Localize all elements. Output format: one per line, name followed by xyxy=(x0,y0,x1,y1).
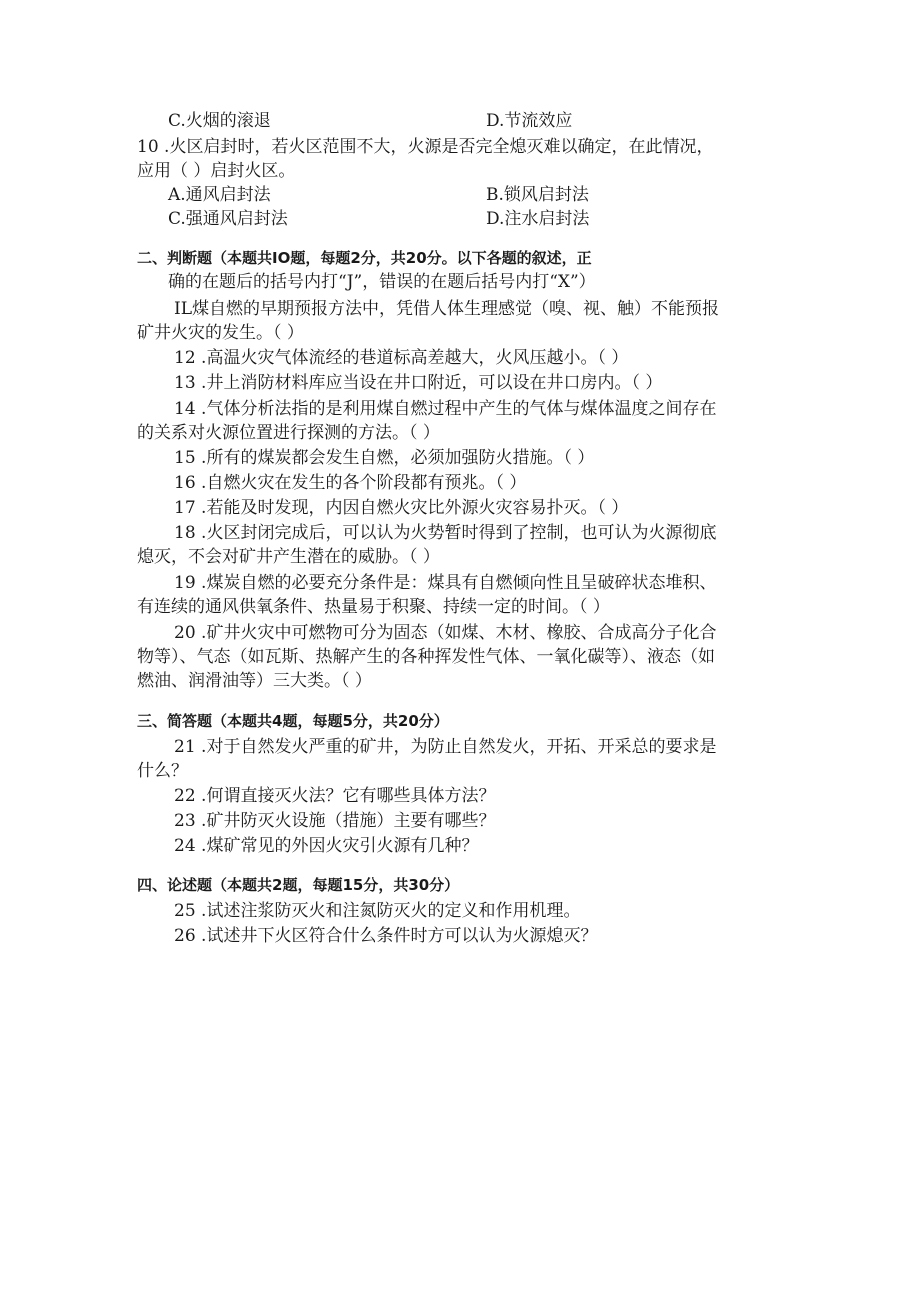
q18-line2: 熄灭，不会对矿井产生潜在的威胁。（ ） xyxy=(137,547,440,567)
q20-line3: 燃油、润滑油等）三大类。（ ） xyxy=(137,671,372,691)
section3-header: 三、简答题（本题共4题，每题5分，共20分） xyxy=(137,712,449,730)
section2-header-line2: 确的在题后的括号内打“J”，错误的在题后括号内打“X”） xyxy=(168,272,596,292)
q14-line1: 14 .气体分析法指的是利用煤自燃过程中产生的气体与煤体温度之间存在 xyxy=(174,399,717,419)
q21-line2: 什么？ xyxy=(137,761,188,781)
q10-option-b: B.锁风启封法 xyxy=(486,185,589,205)
q22: 22 .何谓直接灭火法？它有哪些具体方法？ xyxy=(174,786,496,806)
q15: 15 .所有的煤炭都会发生自燃，必须加强防火措施。（ ） xyxy=(174,448,595,468)
q10-option-d: D.注水启封法 xyxy=(486,209,590,229)
q26: 26 .试述井下火区符合什么条件时方可以认为火源熄灭？ xyxy=(174,926,598,946)
q19-line1: 19 .煤炭自燃的必要充分条件是：煤具有自燃倾向性且呈破碎状态堆积、 xyxy=(174,573,717,593)
q12: 12 .高温火灾气体流经的巷道标高差越大，火风压越小。（ ） xyxy=(174,348,629,368)
q21-line1: 21 .对于自然发火严重的矿井，为防止自然发火，开拓、开采总的要求是 xyxy=(174,737,717,757)
q14-line2: 的关系对火源位置进行探测的方法。（ ） xyxy=(137,423,440,443)
q18-line1: 18 .火区封闭完成后，可以认为火势暂时得到了控制，也可认为火源彻底 xyxy=(174,523,717,543)
q16: 16 .自燃火灾在发生的各个阶段都有预兆。（ ） xyxy=(174,473,527,493)
q19-line2: 有连续的通风供氧条件、热量易于积聚、持续一定的时间。（ ） xyxy=(137,597,610,617)
q9-option-c: C.火烟的滚退 xyxy=(168,111,271,131)
q10-text-line1: 10 .火区启封时，若火区范围不大，火源是否完全熄灭难以确定，在此情况， xyxy=(137,137,714,157)
q11-line2: 矿井火灾的发生。（ ） xyxy=(137,323,304,343)
q20-line1: 20 .矿井火灾中可燃物可分为固态（如煤、木材、橡胶、合成高分子化合 xyxy=(174,623,717,643)
q17: 17 .若能及时发现，内因自燃火灾比外源火灾容易扑灭。（ ） xyxy=(174,498,629,518)
q23: 23 .矿井防灭火设施（措施）主要有哪些？ xyxy=(174,811,496,831)
section4-header: 四、论述题（本题共2题，每题15分，共30分） xyxy=(137,876,460,894)
section2-header-line1: 二、判断题（本题共IO题，每题2分，共20分。以下各题的叙述，正 xyxy=(137,249,592,267)
q20-line2: 物等）、气态（如瓦斯、热解产生的各种挥发性气体、一氧化碳等）、液态（如 xyxy=(137,647,715,667)
q25: 25 .试述注浆防灭火和注氮防灭火的定义和作用机理。 xyxy=(174,901,581,921)
q10-option-a: A.通风启封法 xyxy=(168,185,271,205)
q10-option-c: C.强通风启封法 xyxy=(168,209,288,229)
q24: 24 .煤矿常见的外因火灾引火源有几种？ xyxy=(174,836,479,856)
q9-option-d: D.节流效应 xyxy=(486,111,573,131)
q13: 13 .井上消防材料库应当设在井口附近，可以设在井口房内。（ ） xyxy=(174,373,663,393)
q11-line1: IL煤自燃的早期预报方法中，凭借人体生理感觉（嗅、视、触）不能预报 xyxy=(174,299,720,319)
q10-text-line2: 应用（ ）启封火区。 xyxy=(137,161,296,181)
